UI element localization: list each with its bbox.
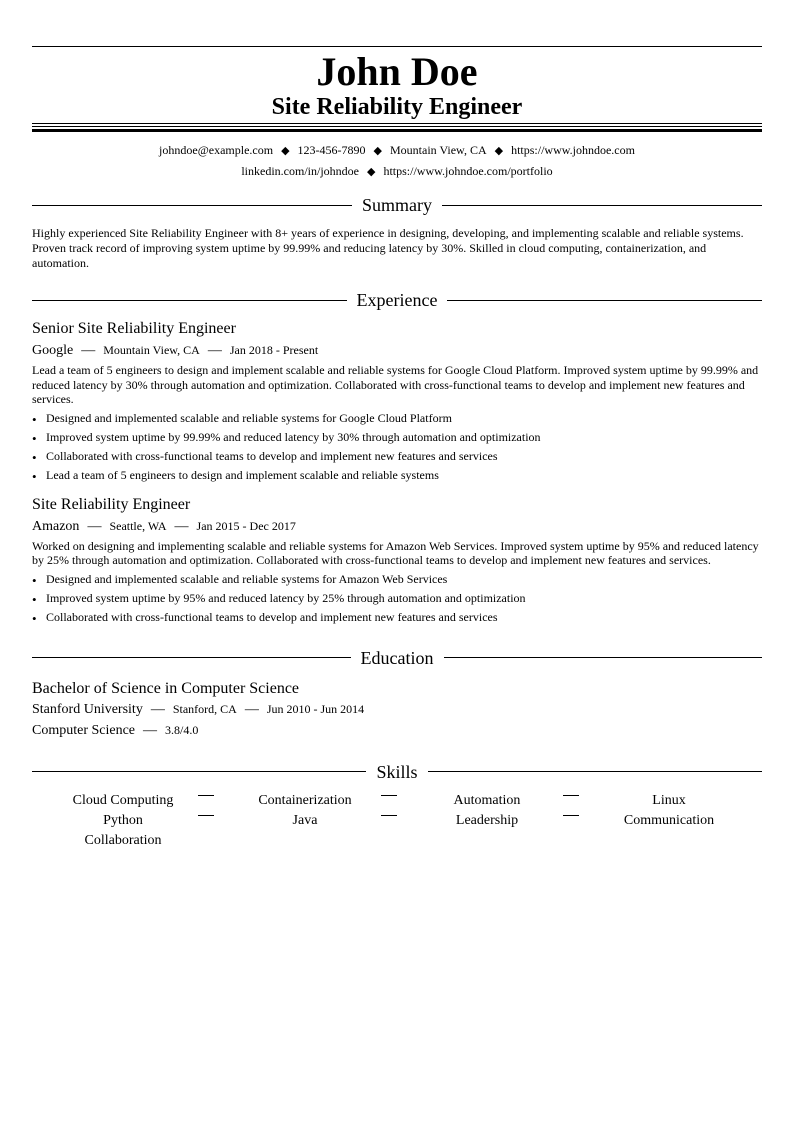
skill-item: Java: [292, 812, 318, 828]
list-item: • Designed and implemented scalable and reliable systems for Amazon Web Services: [32, 570, 762, 589]
contact-email[interactable]: johndoe@example.com: [159, 143, 274, 157]
list-item: • Collaborated with cross-functional teams to develop and implement new features and services: [32, 447, 762, 466]
education-major: Computer Science: [32, 722, 136, 738]
education-heading: [32, 647, 762, 669]
top-rule: [32, 46, 762, 47]
skills-grid: [32, 791, 762, 851]
contact-portfolio[interactable]: https://www.johndoe.com/portfolio: [383, 164, 553, 178]
diamond-icon: ◆: [373, 145, 382, 157]
job-bullets: [32, 570, 762, 627]
skill-item: Communication: [623, 812, 715, 828]
job-location: Seattle, WA: [109, 518, 167, 533]
experience-heading: [32, 289, 762, 311]
summary-heading-label: Summary: [362, 195, 432, 215]
job-location: Mountain View, CA: [103, 343, 200, 357]
resume-page: [32, 46, 762, 851]
summary-text: Highly experienced Site Reliability Engineer with 8+ years of experience in designing, developing, and implementing scalable and reliable systems. Proven track record of improving system uptime by 99.99% and reducing latency by 30%. Skilled in cloud computing, containerization, and automation.: [32, 226, 744, 270]
job-description: Worked on designing and implementing scalable and reliable systems for Amazon Web Services. Improved system uptime by 95% and reduced latency by 25% through automation and optimization. Collaborated with cross-functional teams to develop and implement new features and services.: [32, 538, 759, 567]
job-title: Senior Site Reliability Engineer: [32, 320, 236, 337]
skill-item: Leadership: [455, 812, 519, 828]
skill-item: Python: [103, 812, 143, 828]
job-title: Site Reliability Engineer: [32, 495, 191, 513]
job-dates: Jan 2015 - Dec 2017: [196, 518, 296, 533]
candidate-name: John Doe: [316, 49, 478, 94]
diamond-icon: ◆: [494, 145, 504, 157]
education-school-line: Stanford University — Stanford, CA — Jun 2010 - Jun 2014: [32, 701, 365, 717]
contact-phone: 123-456-7890: [297, 143, 366, 157]
skill-item: Collaboration: [84, 832, 162, 848]
job-company: Amazon: [32, 518, 80, 534]
contact-linkedin[interactable]: linkedin.com/in/johndoe: [241, 164, 359, 178]
skill-separator: [381, 795, 397, 796]
summary-heading: [32, 194, 762, 216]
diamond-icon: ◆: [281, 145, 290, 157]
skills-row: [32, 811, 762, 831]
contact-location: Mountain View, CA: [390, 143, 487, 157]
job-company: Google: [32, 343, 74, 358]
contact-line-1: [32, 140, 762, 161]
skills-heading-label: Skills: [376, 761, 418, 782]
skills-row: [32, 831, 762, 851]
skill-item: Linux: [652, 792, 686, 808]
skill-item: Containerization: [258, 792, 352, 808]
skills-heading: [32, 761, 762, 783]
education-major-line: Computer Science — 3.8/4.0: [32, 722, 199, 738]
list-item: • Improved system uptime by 99.99% and reduced latency by 30% through automation and optimization: [32, 428, 762, 447]
job-meta: Amazon — Seattle, WA — Jan 2015 - Dec 2017: [32, 518, 296, 534]
skill-separator: [563, 815, 579, 816]
education-location: Stanford, CA: [172, 701, 237, 716]
contact-info: [32, 140, 762, 182]
job-dates: Jan 2018 - Present: [229, 343, 319, 357]
skill-separator: [198, 815, 214, 816]
job-meta: Google — Mountain View, CA — Jan 2018 - Present: [32, 343, 319, 358]
candidate-title: Site Reliability Engineer: [271, 94, 523, 120]
list-item: • Lead a team of 5 engineers to design and implement scalable and reliable systems: [32, 466, 762, 485]
skill-item: Automation: [453, 792, 521, 808]
skills-row: [32, 791, 762, 811]
skill-item: Cloud Computing: [72, 792, 174, 808]
education-gpa: 3.8/4.0: [165, 722, 199, 737]
job-bullets: [32, 409, 762, 485]
experience-heading-label: Experience: [356, 290, 438, 310]
contact-line-2: [32, 161, 762, 182]
job-description: Lead a team of 5 engineers to design and implement scalable and reliable systems for Google Cloud Platform. Improved system uptime by 99.99% and reduced latency by 30% through automation and optimization. Collaborated with cross-functional teams to develop and implement new features and services.: [32, 363, 759, 406]
skill-separator: [381, 815, 397, 816]
education-heading-label: Education: [360, 647, 434, 668]
list-item: • Collaborated with cross-functional teams to develop and implement new features and services: [32, 608, 762, 627]
diamond-icon: ◆: [366, 166, 376, 178]
job-entry: [32, 495, 762, 627]
job-entry: [32, 319, 762, 485]
education-degree: Bachelor of Science in Computer Science: [32, 679, 300, 697]
education-school: Stanford University: [32, 701, 143, 717]
list-item: • Improved system uptime by 95% and reduced latency by 25% through automation and optimization: [32, 589, 762, 608]
education-dates: Jun 2010 - Jun 2014: [266, 701, 365, 716]
skill-separator: [563, 795, 579, 796]
skill-separator: [198, 795, 214, 796]
list-item: • Designed and implemented scalable and reliable systems for Google Cloud Platform: [32, 409, 762, 428]
header-rule: [32, 123, 762, 132]
contact-website[interactable]: https://www.johndoe.com: [511, 143, 635, 157]
